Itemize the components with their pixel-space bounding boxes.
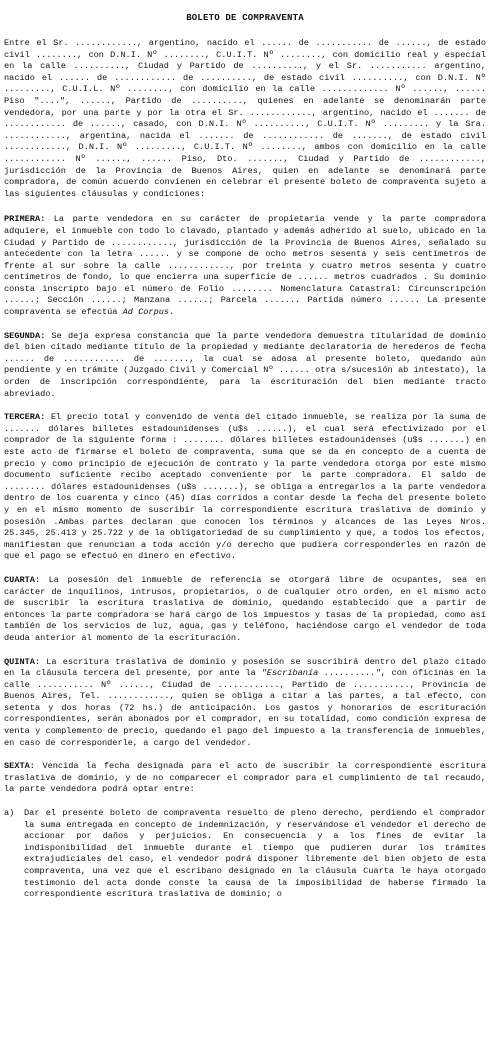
clause-text-end: , con oficinas en la calle ........... Nº ......, Ciudad de ............, Partido de ..........., Provincia de Buenos Aires, Tel. ............, quien se obliga a citar a las partes, a tal efecto, con setenta y dos horas (72 hs.) de anticipación. Los gastos y honorarios de escrituración correspondientes, serán abonados por el comprador, en su totalidad, como condición expresa de venta y complemento de precio, quedando el pago del impuesto a la transferencia de inmuebles, en caso de corresponderle, a cargo del vendedor. <box>4 668 486 748</box>
option-list-item <box>4 808 486 901</box>
clause-quinta <box>4 657 486 750</box>
intro-paragraph: Entre el Sr. ............, argentino, nacido el ...... de ........... de ......, de estado civil ........, con D.N.I. Nº ........, C.U.I.T. Nº ........, con domicilio real y especial en la calle .........., Ciudad y Partido de .........., y el Sr. ........... argentino, nacido el ...... de ............ de .........., de estado civil .........., con D.N.I. Nº ........., C.U.I.L. Nº ........, con domicilio en la calle ............. Nº ......, ...... Piso "....", ......, Partido de .........., quienes en adelante se denominarán parte vendedora, por una parte y por la otra el Sr. ............, argentino, nacido el ....... de ............ de ......, casado, con D.N.I. Nº .........., C.U.I.T. Nº ......... y la Sra. ............, argentina, nacida el ....... de ............ de ......., de estado civil ............, D.N.I. Nº ........., C.U.I.T. Nº ........, ambos con domicilio en la calle ............ Nº ......, ...... Piso, Dto. ......., Ciudad y Partido de ............, jurisdicción de la Provincia de Buenos Aires, quien en adelante se denominará parte compradora, de común acuerdo convienen en celebrar el presente boleto de compraventa sujeto a las siguientes cláusulas y condiciones: <box>4 38 486 199</box>
clause-label: TERCERA: <box>4 412 46 423</box>
list-item-text: Dar el presente boleto de compraventa resuelto de pleno derecho, perdiendo el comprador la suma entregada en concepto de indemnización, y reservándose el vendedor el derecho de accionar por daños y perjuicios. En consecuencia y a los fines de evitar la indisponibilidad del inmueble durante el tiempo que pudieren durar los trámites extrajudiciales del caso, el vendedor podrá disponer libremente del bien objeto de esta compraventa, una vez que el escribano designado en la cláusula Cuarta le haya otorgado testimonio del acta donde conste la causa de la imposibilidad de haberse firmado la correspondiente escritura traslativa de dominio; o <box>24 808 486 900</box>
document-title: BOLETO DE COMPRAVENTA <box>186 13 304 23</box>
clause-text: La escritura traslativa de dominio y posesión se suscribirá dentro del plazo citado en la cláusula tercera del presente, por ante la <box>4 656 486 679</box>
clause-sexta <box>4 761 486 796</box>
clause-tercera <box>4 412 486 563</box>
clause-label: QUINTA: <box>4 656 41 667</box>
clause-text-end: . <box>169 307 175 318</box>
clause-italic-text: "Escribanía .........." <box>261 668 381 679</box>
clause-text: El precio total y convenido de venta del citado inmueble, se realiza por la suma de ....... dólares billetes estadounidenses (u$s ......), el cual será efectivizado por el comprador de la siguiente forma : ........ dólares billetes estadounidenses (u$s .......) en este acto de firmarse el boleto de compraventa, suma que se da en concepto de a cuenta de precio y como principio de ejecución de contrato y la parte vendedora otorga por este mismo documento suficiente recibo aceptado conveniente por la parte compradora. El saldo de ........ dólares estadounidenses (u$s .......), se obliga a entregarlos a la parte vendedora dentro de los cuarenta y cinco (45) días corridos a contar desde la fecha del presente boleto y en el mismo momento de suscribir la correspondiente escritura traslativa de dominio y posesión .Ambas partes declaran que conocen los términos y alcances de las Leyes Nros. 25.345, 25.413 y 25.722 y de la obligatoriedad de su cumplimiento y que, a todos los efectos, manifiestan que renuncian a toda acción y/o derecho que pudiera corresponderles en razón de que el pago se efectuó en dinero en efectivo. <box>4 412 486 562</box>
clause-segunda <box>4 331 486 401</box>
list-marker: a) <box>4 808 15 819</box>
clause-cuarta <box>4 575 486 645</box>
clause-text: Se deja expresa constancia que la parte vendedora demuestra titularidad de dominio del bien citado mediante título de la propiedad y mediante declaratoria de herederos de fecha ...... de ............ de ......., la cual se adosa al presente boleto, quedando aún pendiente y en trámite (Juzgado Civil y Comercial Nº ...... otra s/sucesión ab intestato), la orden de inscripción correspondiente, para la escrituración del bien mediante tracto abreviado. <box>4 330 486 399</box>
clause-text: Vencida la fecha designada para el acto de suscribir la correspondiente escritura traslativa de dominio, y de no comparecer el comprador para el cumplimiento de tal recaudo, la parte vendedora podrá optar entre: <box>4 761 486 795</box>
clause-primera <box>4 214 486 318</box>
clause-label: SEXTA: <box>4 761 35 772</box>
clause-label: PRIMERA: <box>4 214 46 225</box>
clause-italic-text: Ad Corpus <box>122 307 170 318</box>
clause-label: SEGUNDA: <box>4 330 46 341</box>
clause-text: La parte vendedora en su carácter de propietaria vende y la parte compradora adquiere, el inmueble con todo lo clavado, plantado y además adherido al suelo, ubicado en la Ciudad y Partido de ............, jurisdicción de la Provincia de Buenos Aires, señalado su antecedente con la letra ...... y se compone de ocho metros sesenta y seis centímetros de frente al sur sobre la calle ............, por treinta y cuatro metros sesenta y cuatro centímetros de fondo, lo que encierra una superficie de ...... metros cuadrados . Su dominio consta inscripto bajo el número de Folio ........ Nomenclatura Catastral: Circunscripción ......; Sección ......; Manzana ......; Parcela ....... Partida número ...... La presente compraventa se efectúa <box>4 214 486 318</box>
clause-text: La posesión del inmueble de referencia se otorgará libre de ocupantes, sea en carácter de inquilinos, intrusos, propietarios, o de cualquier otro orden, en el mismo acto de suscribir la escritura traslativa de dominio, quedando establecido que a partir de entonces la parte compradora se hará cargo de los impuestos y tasas de la propiedad, como así también de los servicios de luz, agua, gas y teléfono, haciéndose cargo el vendedor de toda deuda anterior al momento de la escrituración. <box>4 574 486 643</box>
clause-label: CUARTA: <box>4 574 41 585</box>
